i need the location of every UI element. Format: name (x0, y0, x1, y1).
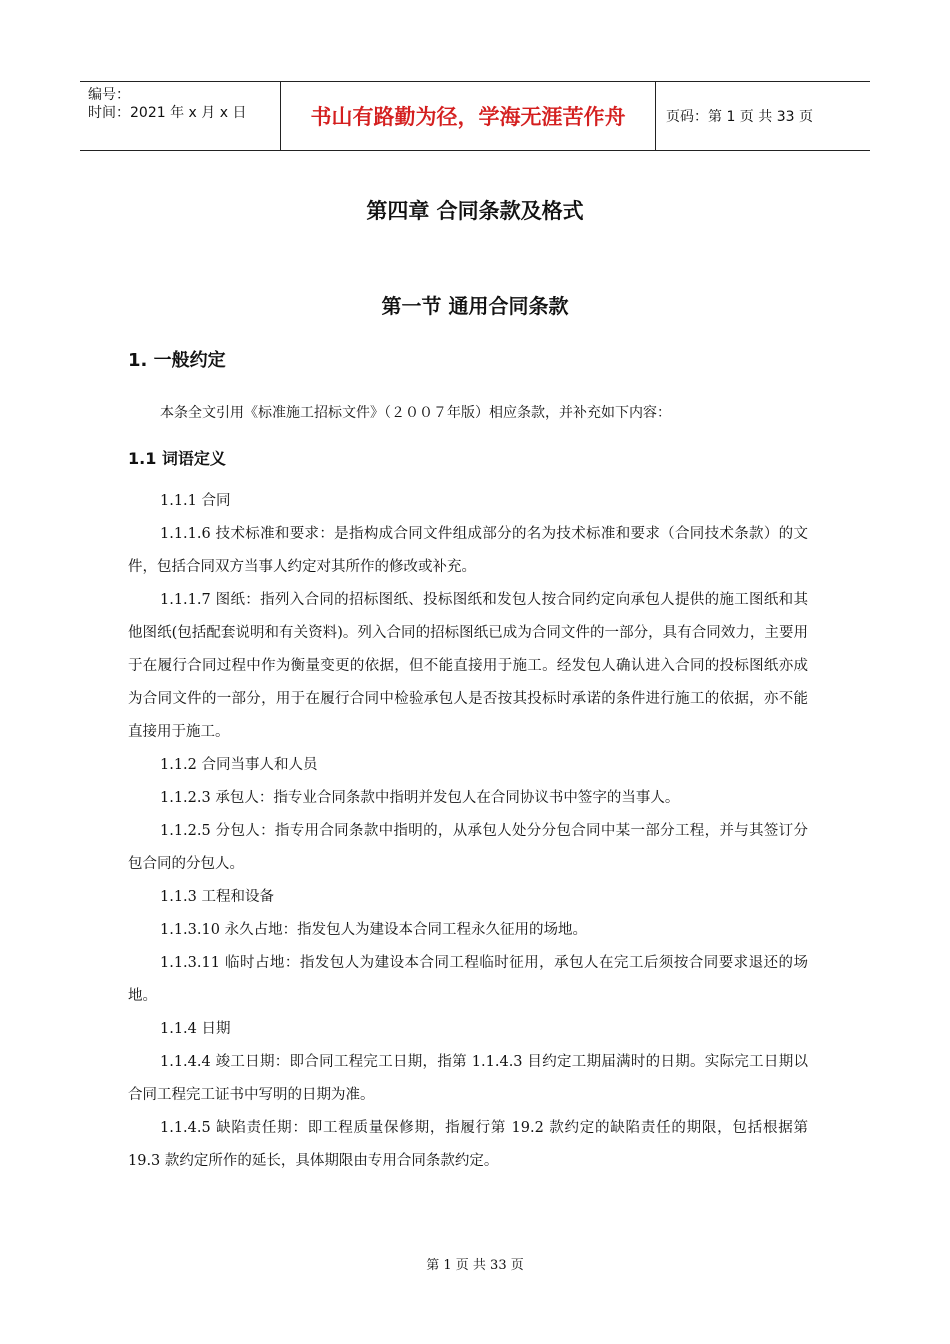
document-date-label: 时间：2021 年 x 月 x 日 (88, 105, 247, 121)
section-title: 第一节 通用合同条款 (381, 294, 569, 318)
clause-1-1-1-7: 1.1.1.7 图纸：指列入合同的招标图纸、投标图纸和发包人按合同约定向承包人提供的施工图纸和其他图纸(包括配套说明和有关资料)。列入合同的招标图纸已成为合同文件的一部分，具有合同效力，主要用于在履行合同过程中作为衡量变更的依据，但不能直接用于施工。经发包人确认进入合同的投标图纸亦成为合同文件的一部分，用于在履行合同中检验承包人是否按其投标时承诺的条件进行施工的依据，亦不能直接用于施工。 (128, 592, 808, 740)
clause-1-1-1-6: 1.1.1.6 技术标准和要求：是指构成合同文件组成部分的名为技术标准和要求（合同技术条款）的文件，包括合同双方当事人约定对其所作的修改或补充。 (128, 526, 808, 575)
clause-1-1-2-3: 1.1.2.3 承包人：指专业合同条款中指明并发包人在合同协议书中签字的当事人。 (160, 790, 680, 806)
clause-1-1-3-10: 1.1.3.10 永久占地：指发包人为建设本合同工程永久征用的场地。 (160, 922, 588, 938)
header-motto: 书山有路勤为径，学海无涯苦作舟 (281, 82, 656, 150)
chapter-title: 第四章 合同条款及格式 (366, 199, 584, 223)
clause-1-1-4-5: 1.1.4.5 缺陷责任期：即工程质量保修期，指履行第 19.2 款约定的缺陷责任的期限，包括根据第 19.3 款约定所作的延长，具体期限由专用合同条款约定。 (128, 1120, 808, 1169)
clause-1-1-3: 1.1.3 工程和设备 (160, 889, 275, 905)
body-text (128, 485, 808, 1178)
clause-1-1-4: 1.1.4 日期 (160, 1021, 231, 1037)
clause-1-1-1: 1.1.1 合同 (160, 493, 231, 509)
clause-1-1-4-4: 1.1.4.4 竣工日期：即合同工程完工日期，指第 1.1.4.3 目约定工期届满时的日期。实际完工日期以合同工程完工证书中写明的日期为准。 (128, 1054, 808, 1103)
header-table (80, 81, 870, 151)
page-footer: 第 1 页 共 33 页 (426, 1258, 524, 1273)
document-number-label: 编号： (88, 87, 130, 103)
intro-paragraph: 本条全文引用《标准施工招标文件》（２００７年版）相应条款，并补充如下内容： (160, 405, 671, 421)
clause-1-1-2: 1.1.2 合同当事人和人员 (160, 757, 318, 773)
clause-1-1-2-5: 1.1.2.5 分包人：指专用合同条款中指明的，从承包人处分分包合同中某一部分工程，并与其签订分包合同的分包人。 (128, 823, 808, 872)
heading-term-definitions: 1.1 词语定义 (128, 449, 226, 468)
header-meta-cell (80, 82, 281, 150)
clause-1-1-3-11: 1.1.3.11 临时占地：指发包人为建设本合同工程临时征用，承包人在完工后须按合同要求退还的场地。 (128, 955, 808, 1004)
heading-general-provisions: 1. 一般约定 (128, 350, 226, 371)
header-page-info: 页码：第 1 页 共 33 页 (666, 109, 813, 125)
